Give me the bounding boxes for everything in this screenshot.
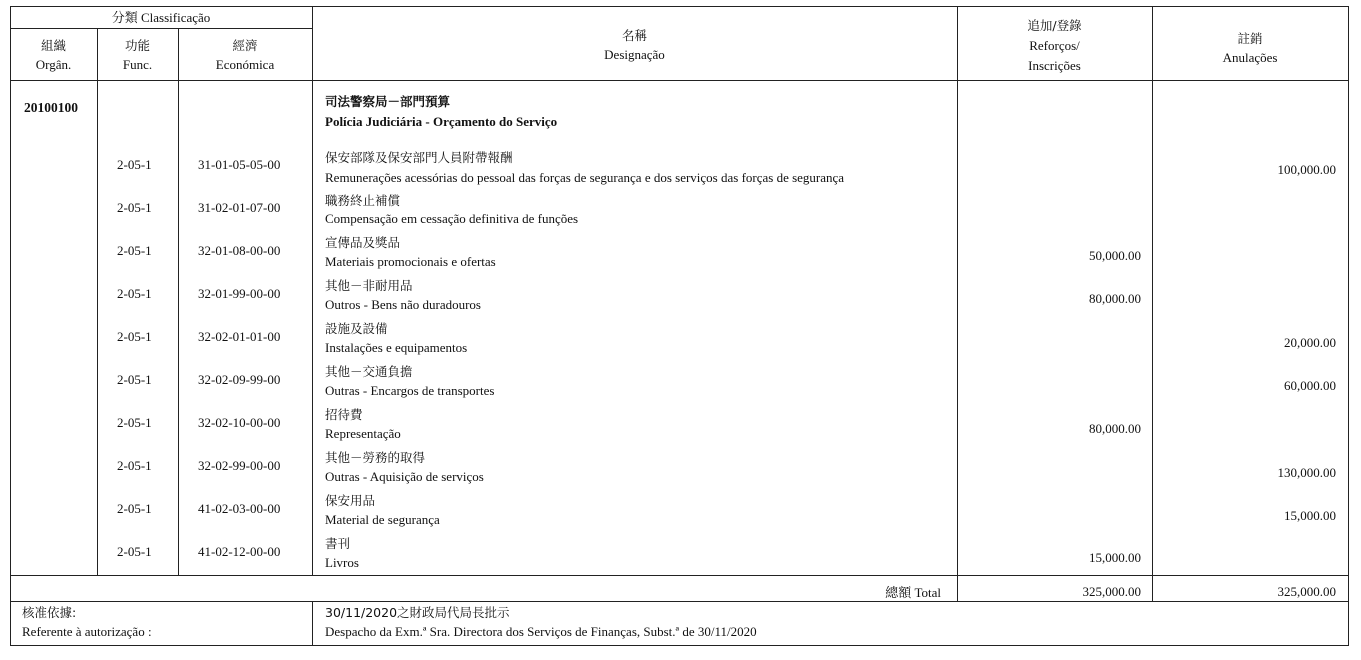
row-func: 2-05-1 — [117, 329, 152, 344]
organ-header-zh: 組織 — [40, 38, 66, 53]
row-designation-pt: Materiais promocionais e ofertas — [325, 254, 496, 269]
row-econ: 31-01-05-05-00 — [198, 157, 281, 172]
row-econ: 32-01-99-00-00 — [198, 286, 281, 301]
row-designation-zh: 保安部隊及保安部門人員附帶報酬 — [325, 150, 513, 165]
row-econ: 32-02-99-00-00 — [198, 458, 281, 473]
organ-func-divider — [97, 28, 98, 575]
row-func: 2-05-1 — [117, 544, 152, 559]
row-designation-pt: Material de segurança — [325, 512, 440, 527]
row-anulacoes: 15,000.00 — [1284, 508, 1336, 523]
row-func: 2-05-1 — [117, 415, 152, 430]
row-designation-pt: Outras - Aquisição de serviços — [325, 469, 484, 484]
row-designation-pt: Instalações e equipamentos — [325, 340, 468, 355]
row-func: 2-05-1 — [117, 243, 152, 258]
row-func: 2-05-1 — [117, 458, 152, 473]
row-designation-zh: 書刊 — [325, 536, 351, 551]
row-designation-zh: 其他－交通負擔 — [325, 364, 413, 379]
row-designation-zh: 設施及設備 — [325, 321, 388, 336]
organ-name-pt: Polícia Judiciária - Orçamento do Serviço — [325, 114, 558, 129]
header-bottom-border — [10, 80, 1349, 81]
row-designation-pt: Compensação em cessação definitiva de funções — [325, 211, 579, 226]
organ-header — [10, 37, 97, 73]
reforcos-header-pt1: Reforços/ — [1029, 38, 1080, 53]
classification-header: 分類 Classificação — [111, 10, 211, 25]
econ-header-zh: 經濟 — [232, 38, 258, 53]
row-designation-zh: 招待費 — [325, 407, 363, 422]
row-designation-zh: 保安用品 — [325, 493, 376, 508]
econ-header-pt: Económica — [215, 57, 275, 72]
left-border — [10, 6, 11, 646]
row-designation-pt: Representação — [325, 426, 401, 441]
organ-name-zh: 司法警察局－部門預算 — [325, 94, 451, 109]
row-designation-zh: 宣傳品及獎品 — [325, 235, 401, 250]
total-bottom-border — [10, 601, 1349, 602]
row-designation-pt: Outros - Bens não duradouros — [325, 297, 481, 312]
organ-header-pt: Orgân. — [35, 57, 72, 72]
row-reforcos: 80,000.00 — [1089, 421, 1141, 436]
total-reforcos: 325,000.00 — [1082, 584, 1141, 599]
right-border — [1348, 6, 1349, 646]
row-reforcos: 15,000.00 — [1089, 550, 1141, 565]
row-func: 2-05-1 — [117, 372, 152, 387]
row-econ: 32-01-08-00-00 — [198, 243, 281, 258]
row-anulacoes: 130,000.00 — [1277, 465, 1336, 480]
auth-label-pt: Referente à autorização : — [22, 624, 152, 639]
anulacoes-header — [1152, 30, 1348, 66]
reforcos-header-zh: 追加/登錄 — [1027, 18, 1082, 33]
total-label: 總額 Total — [885, 585, 941, 600]
row-func: 2-05-1 — [117, 286, 152, 301]
row-econ: 41-02-03-00-00 — [198, 501, 281, 516]
econ-designation-divider — [312, 6, 313, 575]
func-header-zh: 功能 — [124, 38, 150, 53]
organ-code: 20100100 — [24, 100, 78, 115]
row-designation-pt: Remunerações acessórias do pessoal das forças de segurança e dos serviços das forças de segurança — [325, 170, 845, 185]
row-designation-pt: Livros — [325, 555, 359, 570]
auth-label-zh: 核准依據: — [22, 605, 77, 620]
table-bottom-border — [10, 645, 1349, 646]
anulacoes-header-zh: 註銷 — [1237, 31, 1263, 46]
footer-divider — [312, 601, 313, 645]
reforcos-header-pt2: Inscrições — [1028, 58, 1081, 73]
econ-header — [178, 37, 312, 73]
classification-divider — [10, 28, 312, 29]
row-econ: 32-02-10-00-00 — [198, 415, 281, 430]
func-header-pt: Func. — [122, 57, 153, 72]
anulacoes-header-pt: Anulações — [1222, 50, 1278, 65]
row-econ: 32-02-09-99-00 — [198, 372, 281, 387]
row-func: 2-05-1 — [117, 200, 152, 215]
row-func: 2-05-1 — [117, 501, 152, 516]
auth-text-pt: Despacho da Exm.ª Sra. Directora dos Serviços de Finanças, Subst.ª de 30/11/2020 — [325, 624, 757, 639]
row-designation-zh: 其他－勞務的取得 — [325, 450, 426, 465]
table-top-border — [10, 6, 1349, 7]
row-anulacoes: 60,000.00 — [1284, 378, 1336, 393]
row-designation-zh: 職務終止補償 — [325, 193, 401, 208]
row-anulacoes: 100,000.00 — [1277, 162, 1336, 177]
row-designation-pt: Outras - Encargos de transportes — [325, 383, 495, 398]
func-header — [97, 37, 178, 73]
row-econ: 32-02-01-01-00 — [198, 329, 281, 344]
total-anulacoes: 325,000.00 — [1277, 584, 1336, 599]
func-econ-divider — [178, 28, 179, 575]
designation-header-pt: Designação — [604, 47, 665, 62]
auth-text-zh: 30/11/2020之財政局代局長批示 — [325, 605, 510, 620]
row-func: 2-05-1 — [117, 157, 152, 172]
row-designation-zh: 其他－非耐用品 — [325, 278, 413, 293]
row-econ: 31-02-01-07-00 — [198, 200, 281, 215]
row-reforcos: 80,000.00 — [1089, 291, 1141, 306]
row-anulacoes: 20,000.00 — [1284, 335, 1336, 350]
reforcos-header — [957, 17, 1152, 74]
designation-header — [312, 27, 957, 63]
designation-header-zh: 名稱 — [621, 28, 647, 43]
row-econ: 41-02-12-00-00 — [198, 544, 281, 559]
body-bottom-border — [10, 575, 1349, 576]
row-reforcos: 50,000.00 — [1089, 248, 1141, 263]
